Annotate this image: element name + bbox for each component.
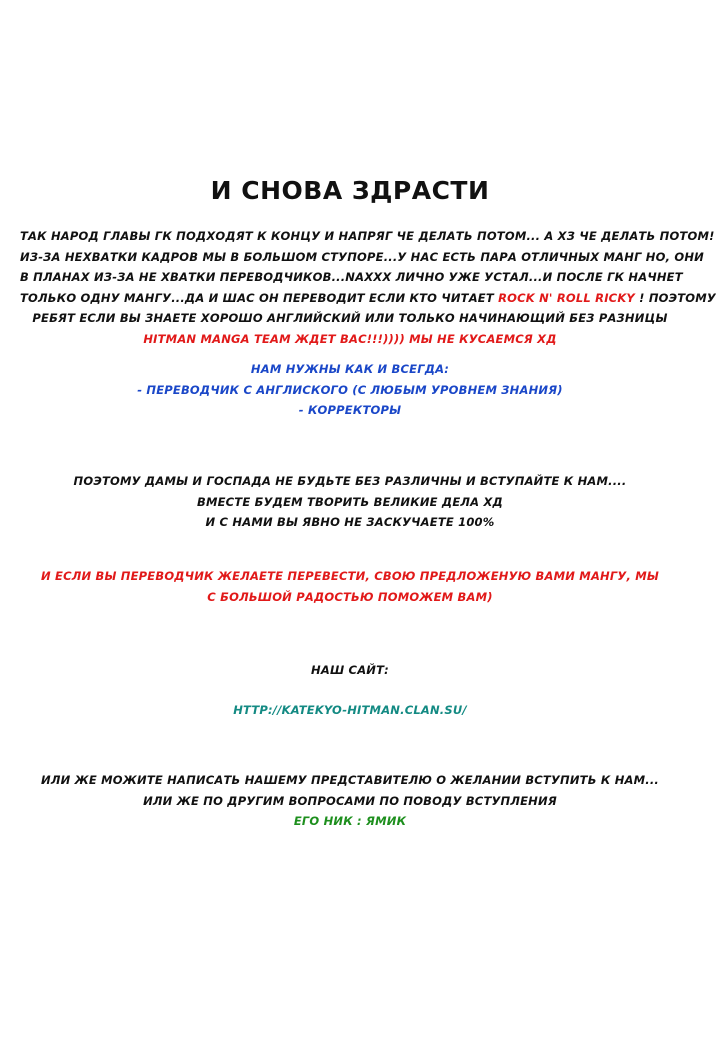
invite-line-1: ПОЭТОМУ ДАМЫ И ГОСПАДА НЕ БУДЬТЕ БЕЗ РАЗЛИЧНЫ И ВСТУПАЙТЕ К НАМ.... bbox=[73, 474, 627, 488]
contact-paragraph bbox=[20, 770, 680, 832]
invite-line-3: И С НАМИ ВЫ ЯВНО НЕ ЗАСКУЧАЕТЕ 100% bbox=[205, 515, 495, 529]
contact-line-2: ИЛИ ЖЕ ПО ДРУГИМ ВОПРОСАМИ ПО ПОВОДУ ВСТУПЛЕНИЯ bbox=[143, 793, 557, 808]
manga-title-highlight: ROCK N' ROLL RICKY bbox=[498, 290, 635, 305]
intro-line-5: РЕБЯТ ЕСЛИ ВЫ ЗНАЕТЕ ХОРОШО АНГЛИЙСКИЙ ИЛИ ТОЛЬКО НАЧИНАЮЩИЙ БЕЗ РАЗНИЦЫ bbox=[32, 311, 668, 325]
offer-paragraph bbox=[20, 566, 680, 607]
intro-line-4-start: ТОЛЬКО ОДНУ МАНГУ...ДА И ШАС ОН ПЕРЕВОДИТ ЕСЛИ КТО ЧИТАЕТ bbox=[20, 290, 499, 305]
needs-item-translator: - ПЕРЕВОДЧИК С АНГЛИСКОГО (С ЛЮБЫМ УРОВНЕМ ЗНАНИЯ) bbox=[137, 382, 563, 397]
invite-paragraph bbox=[20, 471, 680, 533]
needs-list bbox=[20, 359, 680, 421]
page-title: И СНОВА ЗДРАСТИ bbox=[210, 176, 490, 205]
site-label-text: НАШ САЙТ: bbox=[311, 663, 389, 677]
intro-line-4 bbox=[20, 288, 716, 309]
intro-line-2: ИЗ-ЗА НЕХВАТКИ КАДРОВ МЫ В БОЛЬШОМ СТУПОРЕ...У НАС ЕСТЬ ПАРА ОТЛИЧНЫХ МАНГ НО, ОНИ bbox=[20, 249, 705, 264]
site-url-link[interactable]: HTTP://KATEKYO-HITMAN.CLAN.SU/ bbox=[233, 703, 467, 717]
team-call-line: HITMAN MANGA TEAM ЖДЕТ ВАС!!!)))) МЫ НЕ КУСАЕМСЯ ХД bbox=[143, 331, 557, 346]
invite-line-2: ВМЕСТЕ БУДЕМ ТВОРИТЬ ВЕЛИКИЕ ДЕЛА ХД bbox=[197, 494, 503, 509]
intro-paragraph bbox=[20, 226, 716, 349]
needs-item-proofreaders: - КОРРЕКТОРЫ bbox=[298, 403, 402, 417]
offer-line-2: С БОЛЬШОЙ РАДОСТЬЮ ПОМОЖЕМ ВАМ) bbox=[207, 589, 493, 604]
site-url-block bbox=[20, 700, 680, 721]
contact-nick: ЕГО НИК : ЯМИК bbox=[293, 814, 407, 828]
needs-heading: НАМ НУЖНЫ КАК И ВСЕГДА: bbox=[250, 362, 450, 376]
intro-line-3: В ПЛАНАХ ИЗ-ЗА НЕ ХВАТКИ ПЕРЕВОДЧИКОВ...NAXXX ЛИЧНО УЖЕ УСТАЛ...И ПОСЛЕ ГК НАЧНЕТ bbox=[20, 270, 683, 284]
intro-line-4-end: ! ПОЭТОМУ bbox=[634, 290, 716, 305]
offer-line-1: И ЕСЛИ ВЫ ПЕРЕВОДЧИК ЖЕЛАЕТЕ ПЕРЕВЕСТИ, СВОЮ ПРЕДЛОЖЕНУЮ ВАМИ МАНГУ, МЫ bbox=[41, 569, 659, 583]
contact-line-1: ИЛИ ЖЕ МОЖИТЕ НАПИСАТЬ НАШЕМУ ПРЕДСТАВИТЕЛЮ О ЖЕЛАНИИ ВСТУПИТЬ К НАМ... bbox=[41, 773, 659, 787]
site-label bbox=[20, 660, 680, 681]
intro-line-1: ТАК НАРОД ГЛАВЫ ГК ПОДХОДЯТ К КОНЦУ И НАПРЯГ ЧЕ ДЕЛАТЬ ПОТОМ... А ХЗ ЧЕ ДЕЛАТЬ ПОТОМ! bbox=[20, 229, 715, 243]
